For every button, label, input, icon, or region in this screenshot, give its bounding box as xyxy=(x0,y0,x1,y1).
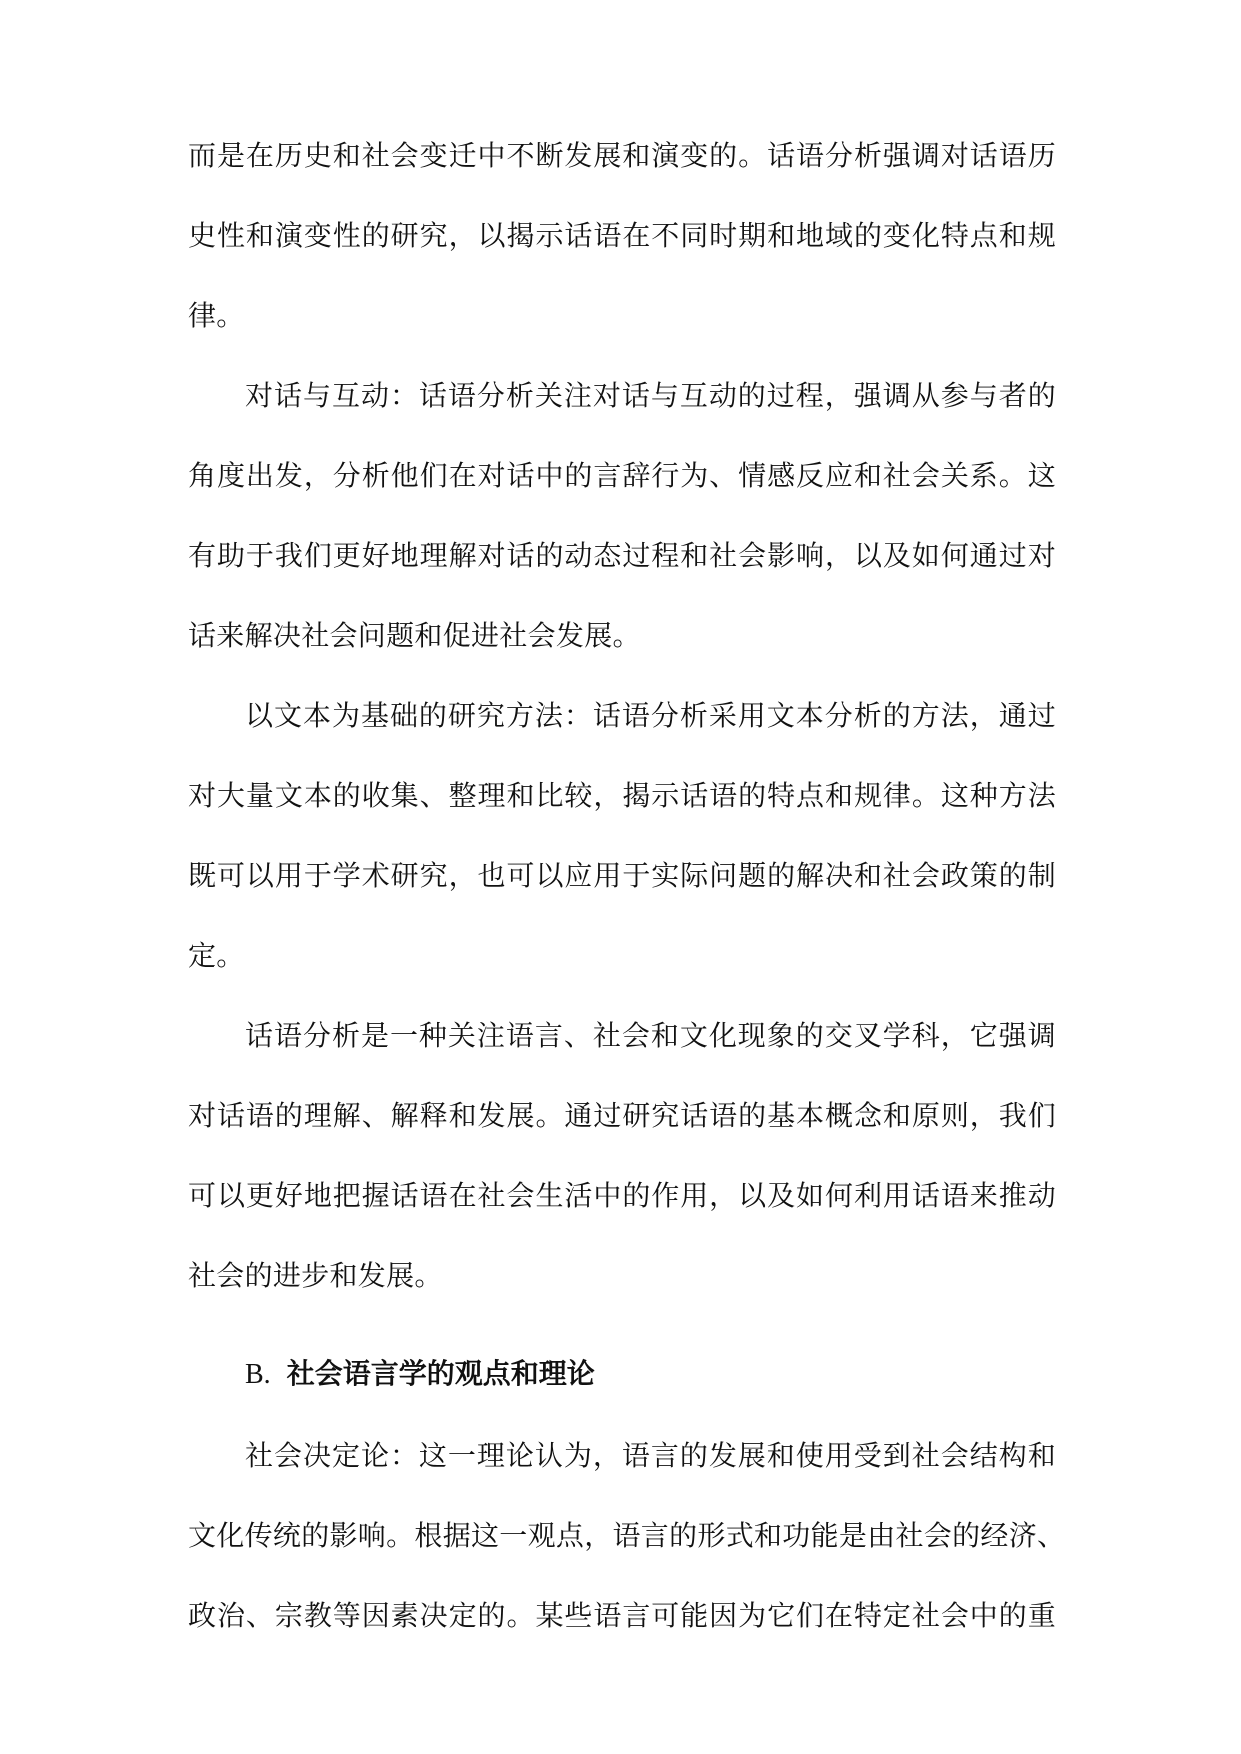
paragraph-line: 对大量文本的收集、整理和比较，揭示话语的特点和规律。这种方法 xyxy=(188,779,1056,812)
paragraph-line: 可以更好地把握话语在社会生活中的作用，以及如何利用话语来推动 xyxy=(188,1179,1056,1212)
paragraph-line: 而是在历史和社会变迁中不断发展和演变的。话语分析强调对话语历 xyxy=(188,139,1056,172)
section-heading xyxy=(245,1354,595,1395)
paragraph-line: 律。 xyxy=(188,299,245,332)
paragraph-line: 史性和演变性的研究，以揭示话语在不同时期和地域的变化特点和规 xyxy=(188,219,1056,252)
paragraph-line: 社会的进步和发展。 xyxy=(188,1259,443,1292)
section-title: 社会语言学的观点和理论 xyxy=(286,1357,595,1390)
section-marker: B. xyxy=(245,1359,271,1390)
paragraph-line: 社会决定论：这一理论认为，语言的发展和使用受到社会结构和 xyxy=(245,1439,1056,1472)
paragraph-line: 文化传统的影响。根据这一观点，语言的形式和功能是由社会的经济、 xyxy=(188,1519,1066,1552)
paragraph-line: 有助于我们更好地理解对话的动态过程和社会影响，以及如何通过对 xyxy=(188,539,1056,572)
paragraph-line: 既可以用于学术研究，也可以应用于实际问题的解决和社会政策的制 xyxy=(188,859,1056,892)
paragraph-line: 话语分析是一种关注语言、社会和文化现象的交叉学科，它强调 xyxy=(245,1019,1056,1052)
paragraph-line: 定。 xyxy=(188,939,245,972)
paragraph-line: 对话语的理解、解释和发展。通过研究话语的基本概念和原则，我们 xyxy=(188,1099,1056,1132)
paragraph-line: 以文本为基础的研究方法：话语分析采用文本分析的方法，通过 xyxy=(245,699,1056,732)
paragraph-line: 对话与互动：话语分析关注对话与互动的过程，强调从参与者的 xyxy=(245,379,1056,412)
paragraph-line: 政治、宗教等因素决定的。某些语言可能因为它们在特定社会中的重 xyxy=(188,1599,1056,1632)
paragraph-line: 话来解决社会问题和促进社会发展。 xyxy=(188,619,641,652)
paragraph-line: 角度出发，分析他们在对话中的言辞行为、情感反应和社会关系。这 xyxy=(188,459,1056,492)
